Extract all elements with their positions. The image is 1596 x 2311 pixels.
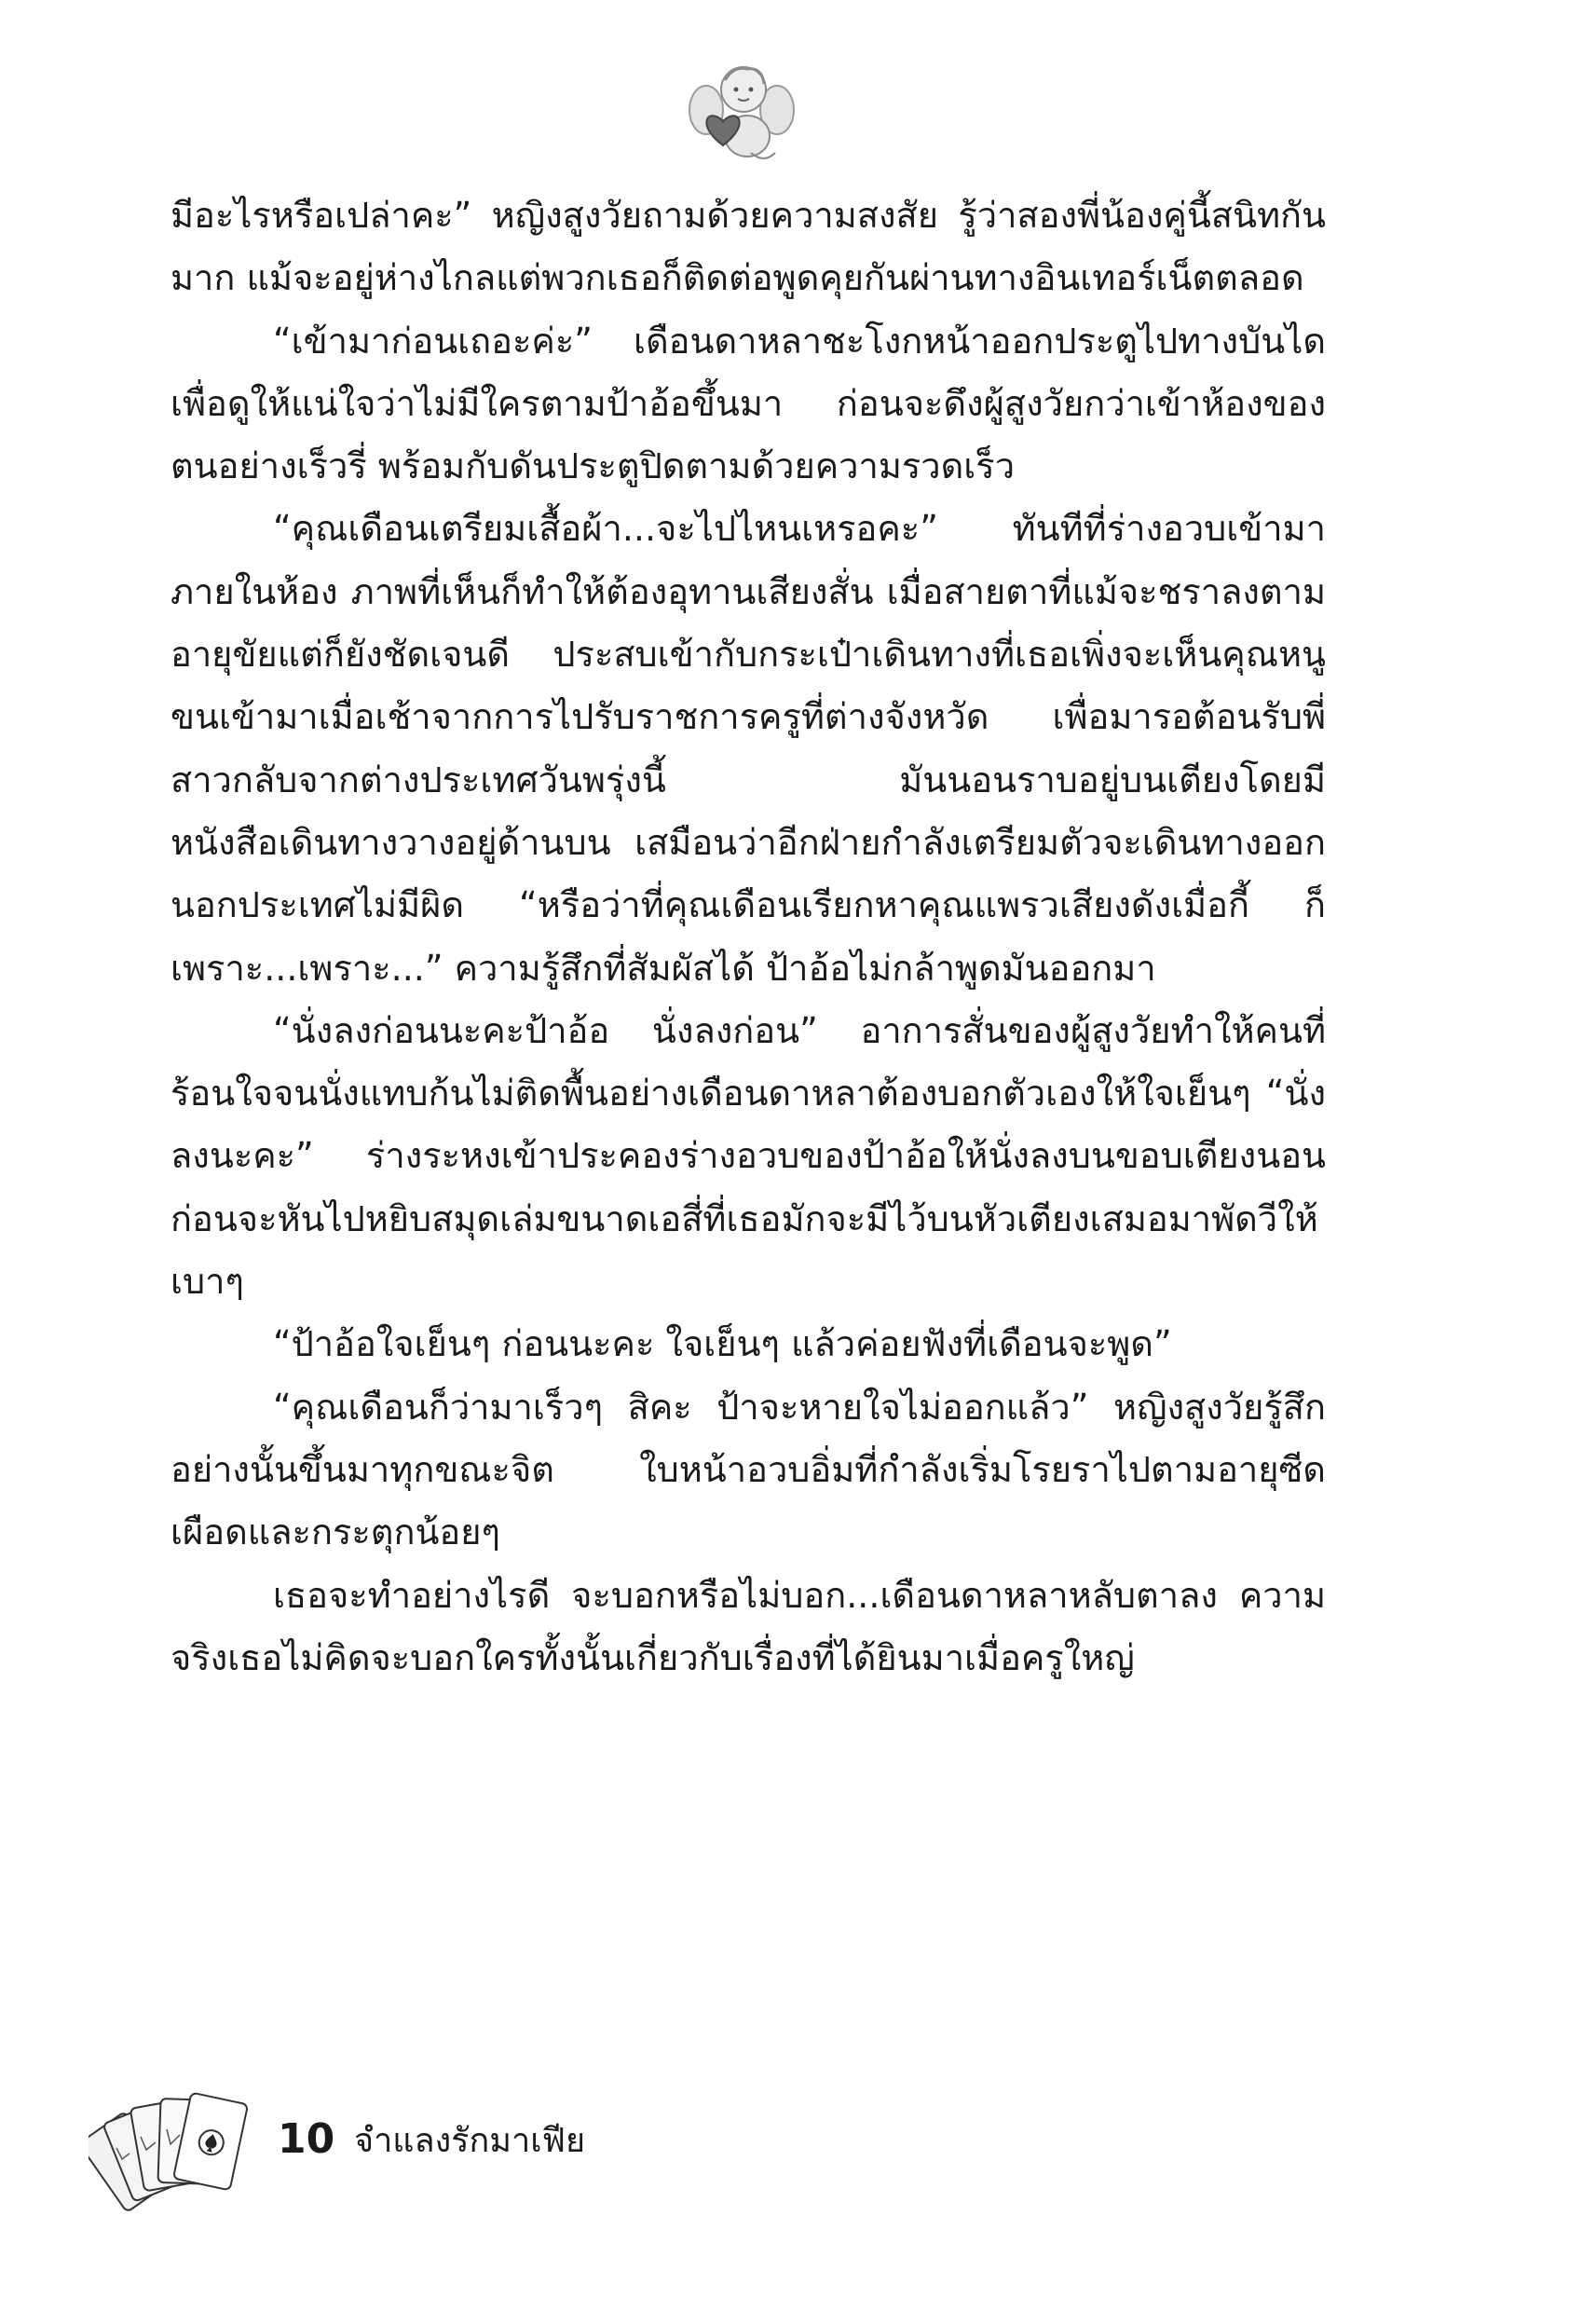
paragraph: “นั่งลงก่อนนะคะป้าอ้อ นั่งลงก่อน” อาการสั่นของผู้สูงวัยทำให้คนที่ร้อนใจจนนั่งแทบก้นไม่ติดพื้นอย่างเดือนดาหลาต้องบอกตัวเองให้ใจเย็นๆ “นั่งลงนะคะ” ร่างระหงเข้าประคองร่างอวบของป้าอ้อให้นั่งลงบนขอบเตียงนอน ก่อนจะหันไปหยิบสมุดเล่มขนาดเอสี่ที่เธอมักจะมีไว้บนหัวเตียงเสมอมาพัดวีให้เบาๆ [171,1009,1326,1303]
paragraph: “คุณเดือนเตรียมเสื้อผ้า...จะไปไหนเหรอคะ” ทันทีที่ร่างอวบเข้ามาภายในห้อง ภาพที่เห็นก็ทำให้ต้องอุทานเสียงสั่น เมื่อสายตาที่แม้จะชราลงตามอายุขัยแต่ก็ยังชัดเจนดี ประสบเข้ากับกระเป๋าเดินทางที่เธอเพิ่งจะเห็นคุณหนูขนเข้ามาเมื่อเช้าจากการไปรับราชการครูที่ต่างจังหวัด เพื่อมารอต้อนรับพี่สาวกลับจากต่างประเทศวันพรุ่งนี้ มันนอนราบอยู่บนเตียงโดยมีหนังสือเดินทางวางอยู่ด้านบน เสมือนว่าอีกฝ่ายกำลังเตรียมตัวจะเดินทางออกนอกประเทศไม่มีผิด “หรือว่าที่คุณเดือนเรียกหาคุณแพรวเสียงดังเมื่อกี้ ก็เพราะ...เพราะ...” ความรู้สึกที่สัมผัสได้ ป้าอ้อไม่กล้าพูดมันออกมา [171,508,1326,989]
paragraph: เธอจะทำอย่างไรดี จะบอกหรือไม่บอก...เดือนดาหลาหลับตาลง ความจริงเธอไม่คิดจะบอกใครทั้งนั้นเกี่ยวกับเรื่องที่ได้ยินมาเมื่อครูใหญ่ [171,1574,1326,1678]
paragraph: “ป้าอ้อใจเย็นๆ ก่อนนะคะ ใจเย็นๆ แล้วค่อยฟังที่เดือนจะพูด” [273,1323,1172,1365]
playing-cards-icon [89,2083,256,2222]
paragraph: “คุณเดือนก็ว่ามาเร็วๆ สิคะ ป้าจะหายใจไม่ออกแล้ว” หญิงสูงวัยรู้สึกอย่างนั้นขึ้นมาทุกขณะจิต ใบหน้าอวบอิ่มที่กำลังเริ่มโรยราไปตามอายุซีดเผือดและกระตุกน้อยๆ [171,1386,1326,1553]
paragraph: “เข้ามาก่อนเถอะค่ะ” เดือนดาหลาชะโงกหน้าออกประตูไปทางบันได เพื่อดูให้แน่ใจว่าไม่มีใครตามป้าอ้อขึ้นมา ก่อนจะดึงผู้สูงวัยกว่าเข้าห้องของตนอย่างเร็วรี่ พร้อมกับดันประตูปิดตามด้วยความรวดเร็ว [171,320,1326,487]
body-text [171,185,1326,1689]
paragraph: มีอะไรหรือเปล่าคะ” หญิงสูงวัยถามด้วยความสงสัย รู้ว่าสองพี่น้องคู่นี้สนิทกันมาก แม้จะอยู่ห่างไกลแต่พวกเธอก็ติดต่อพูดคุยกันผ่านทางอินเทอร์เน็ตตลอด [171,195,1326,299]
page-number: 10 [278,2115,335,2163]
book-title: จำแลงรักมาเฟีย [354,2122,586,2160]
cherub-with-heart-icon [686,56,798,168]
